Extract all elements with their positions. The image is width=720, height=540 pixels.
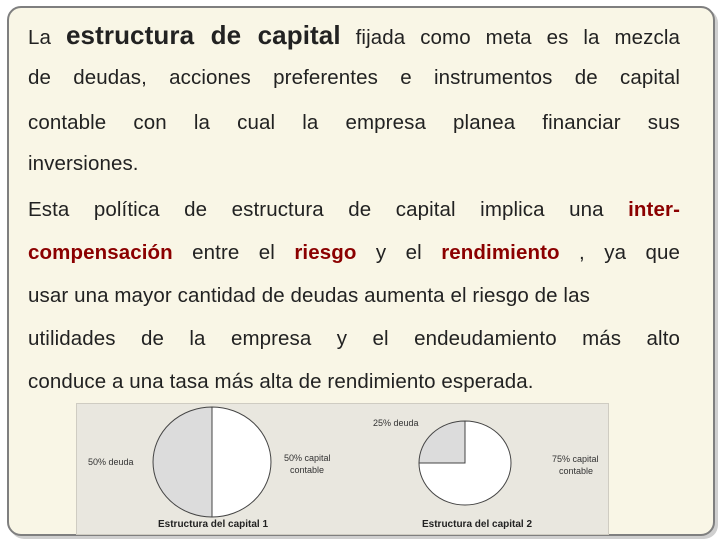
text-line: de deudas, acciones preferentes e instrumentos de capital bbox=[28, 66, 680, 89]
term-rendimiento: rendimiento bbox=[441, 241, 560, 264]
term-compensacion: compensación bbox=[28, 241, 173, 264]
text-run: Esta política de estructura de capital implica una bbox=[28, 198, 604, 221]
text-line: conduce a una tasa más alta de rendimiento esperada. bbox=[28, 370, 534, 393]
text-line bbox=[28, 20, 680, 51]
term-inter: inter- bbox=[628, 198, 680, 221]
text-line bbox=[28, 241, 680, 265]
text-run: entre el bbox=[192, 241, 275, 264]
pie-chart-1 bbox=[88, 407, 331, 530]
term-riesgo: riesgo bbox=[294, 241, 357, 264]
pie2-slice-deuda bbox=[419, 421, 465, 463]
text-line: contable con la cual la empresa planea financiar sus bbox=[28, 111, 680, 134]
text-line: usar una mayor cantidad de deudas aumenta el riesgo de las bbox=[28, 284, 590, 307]
text-run: , ya que bbox=[579, 241, 681, 264]
pie-charts-svg bbox=[76, 403, 609, 535]
pie2-label-capital-line1: 75% capital bbox=[552, 454, 599, 464]
text-run: fijada como meta es la mezcla bbox=[355, 26, 681, 49]
text-line: utilidades de la empresa y el endeudamiento más alto bbox=[28, 327, 680, 350]
pie2-caption: Estructura del capital 2 bbox=[422, 519, 533, 530]
text-line bbox=[28, 198, 680, 222]
capital-structure-figure bbox=[76, 403, 609, 535]
pie-chart-2 bbox=[373, 418, 599, 530]
text-line: inversiones. bbox=[28, 152, 139, 175]
text-run: La bbox=[28, 26, 52, 49]
pie1-label-capital-line2: contable bbox=[290, 465, 325, 475]
pie2-label-deuda: 25% deuda bbox=[373, 418, 419, 428]
pie1-slice-deuda bbox=[153, 407, 212, 517]
pie1-label-deuda: 50% deuda bbox=[88, 457, 134, 467]
pie2-label-capital-line2: contable bbox=[559, 466, 594, 476]
pie1-label-capital-line1: 50% capital bbox=[284, 453, 331, 463]
text-run: y el bbox=[375, 241, 422, 264]
term-estructura-de-capital: estructura de capital bbox=[65, 20, 341, 50]
pie1-caption: Estructura del capital 1 bbox=[158, 519, 269, 530]
pie1-slice-capital bbox=[212, 407, 271, 517]
